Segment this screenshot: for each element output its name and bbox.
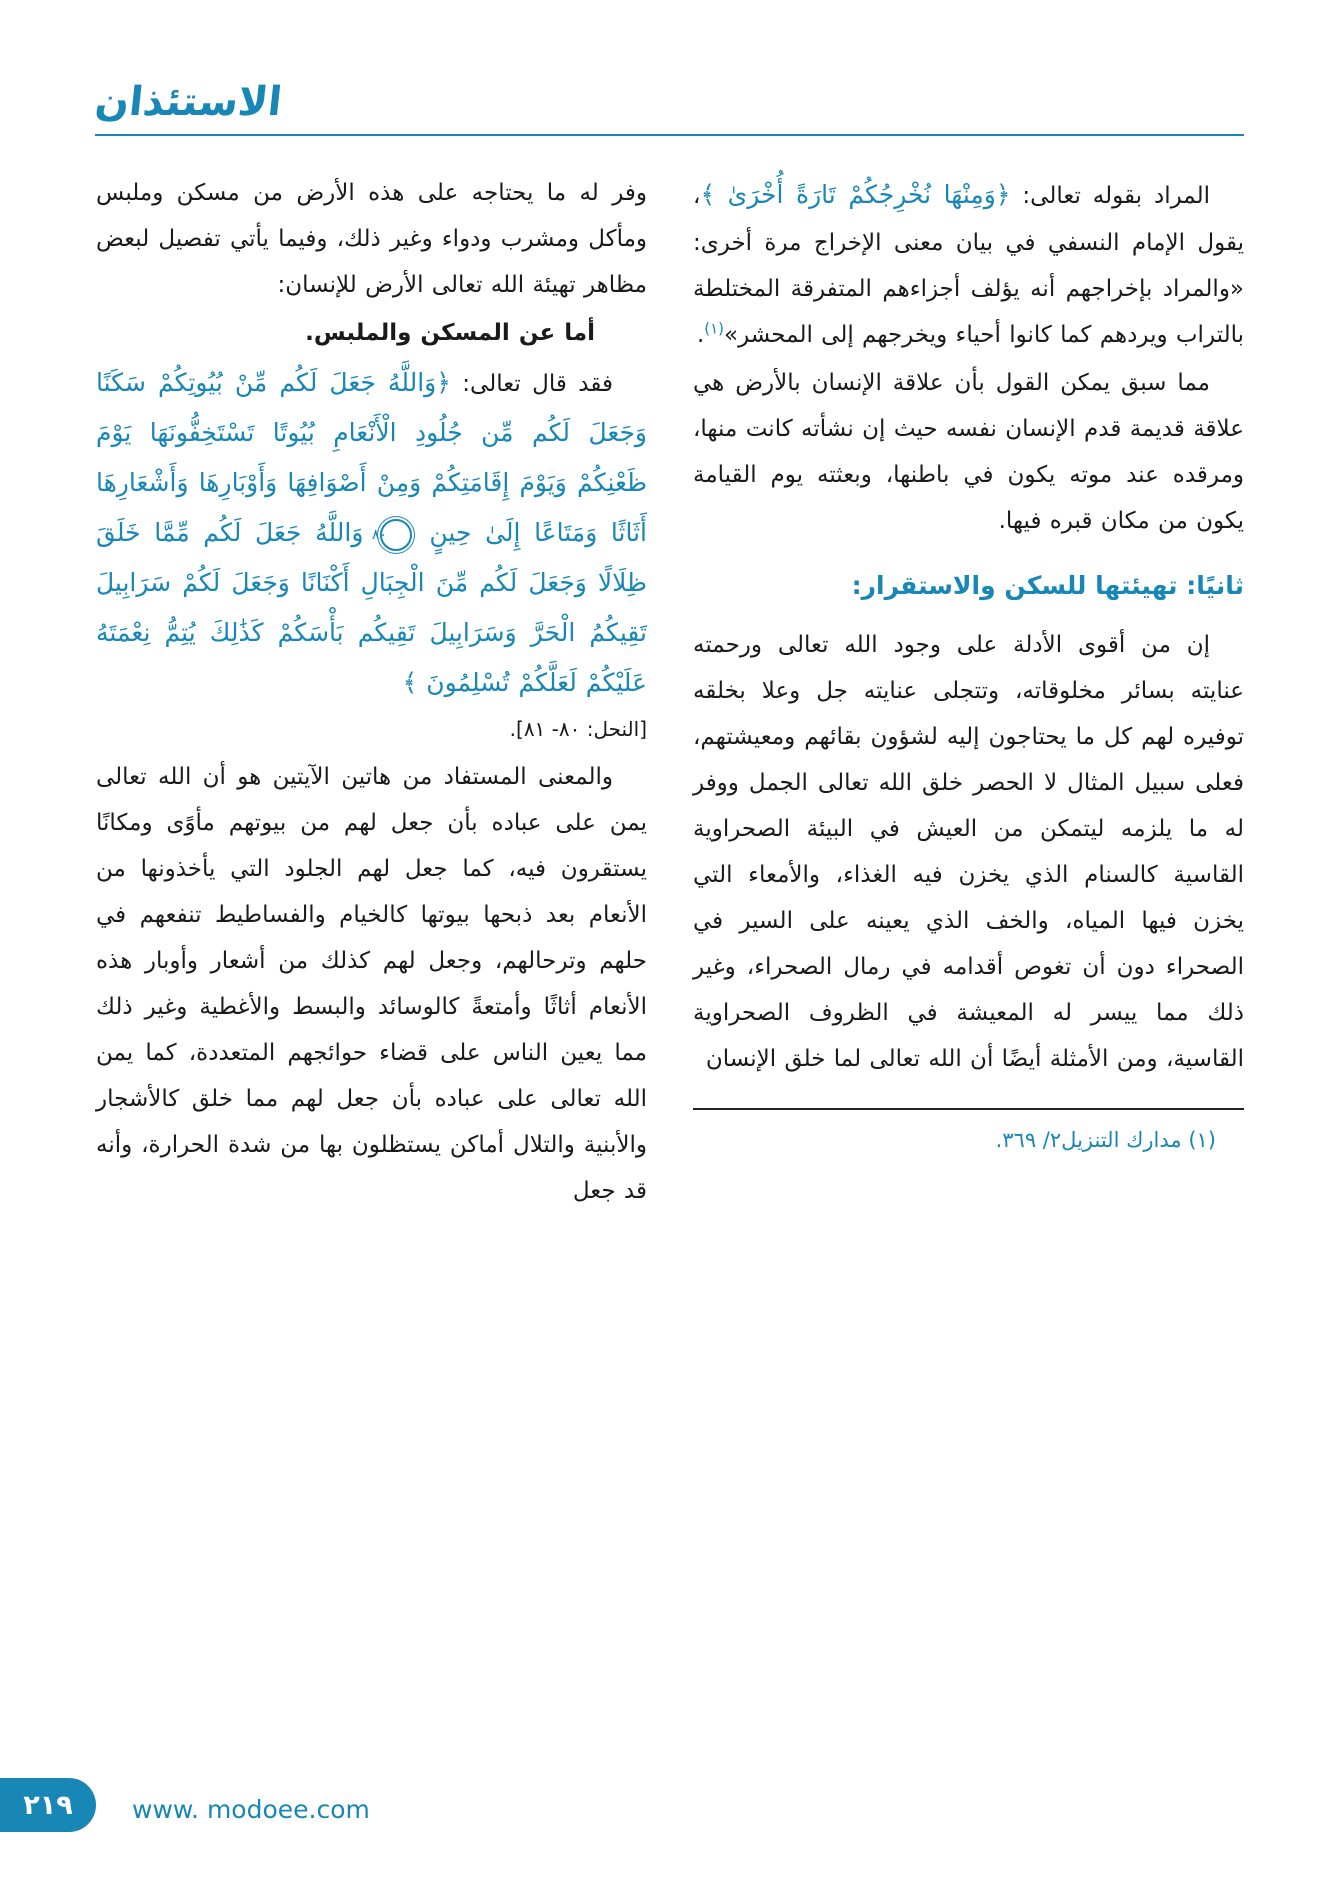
page-number: ٢١٩ <box>23 1789 73 1821</box>
footnote-reference: (١) <box>704 319 725 338</box>
footnote-divider-rule <box>693 1108 1244 1110</box>
chapter-title-calligraphy: الاستئذان <box>92 79 285 125</box>
paragraph-text: ، يقول الإمام النسفي في بيان معنى الإخراج مرة أخرى: «والمراد بإخراجهم أنه يؤلف أجزاءهم المتفرقة المختلطة بالتراب ويردهم كما كانوا أحياء ويخرجهم إلى المحشر» <box>693 183 1244 348</box>
right-column <box>693 170 1244 1214</box>
ayah-number-marker <box>371 519 412 551</box>
page-header <box>0 0 1339 136</box>
paragraph: والمعنى المستفاد من هاتين الآيتين هو أن الله تعالى يمن على عباده بأن جعل لهم من بيوتهم مأوًى ومكانًا يستقرون فيه، كما جعل لهم الجلود التي يأخذونها من الأنعام بعد ذبحها بيوتها كالخيام والفساطيط تنفعهم في حلهم وترحالهم، وجعل لهم كذلك من أشعار وأوبار هذه الأنعام أثاثًا وأمتعةً كالوسائد والبسط والأغطية وغير ذلك مما يعين الناس على قضاء حوائجهم المتعددة، كما يمن الله تعالى على عباده بأن جعل لهم مما خلق كالأشجار والأبنية والتلال أماكن يستظلون بها من شدة الحرارة، وأنه قد جعل <box>96 764 647 1204</box>
quran-verse-block-part2: وَاللَّهُ جَعَلَ لَكُم مِّمَّا خَلَقَ ظِلَالًا وَجَعَلَ لَكُم مِّنَ الْجِبَالِ أَكْنَانًا وَجَعَلَ لَكُمْ سَرَابِيلَ تَقِيكُمُ الْحَرَّ وَسَرَابِيلَ تَقِيكُم بَأْسَكُمْ كَذَٰلِكَ يُتِمُّ نِعْمَتَهُ عَلَيْكُمْ لَعَلَّكُمْ تُسْلِمُونَ ﴾ <box>96 518 647 697</box>
section-heading: ثانيًا: تهيئتها للسكن والاستقرار: <box>851 571 1244 600</box>
verse-reference: [النحل: ٨٠- ٨١]. <box>509 717 647 741</box>
footnote-text: (١) مدارك التنزيل٢/ ٣٦٩. <box>995 1128 1216 1152</box>
quran-verse-inline: ﴿وَمِنْهَا نُخْرِجُكُمْ تَارَةً أُخْرَىٰ ﴾ <box>700 180 1011 209</box>
page-number-badge <box>0 1778 96 1832</box>
paragraph: مما سبق يمكن القول بأن علاقة الإنسان بالأرض هي علاقة قديمة قدم الإنسان نفسه حيث إن نشأته كانت منها، ومرقده عند موته يكون في باطنها، وبعثته يوم القيامة يكون من مكان قبره فيها. <box>693 370 1244 534</box>
paragraph-bold: أما عن المسكن والملبس. <box>305 320 595 346</box>
website-url: www. modoee.com <box>132 1795 370 1824</box>
paragraph <box>693 170 1244 358</box>
page-content <box>0 136 1339 1214</box>
paragraph-text: المراد بقوله تعالى: <box>1010 183 1211 209</box>
quran-verse-block-part1: ﴿وَاللَّهُ جَعَلَ لَكُم مِّنْ بُيُوتِكُمْ سَكَنًا وَجَعَلَ لَكُم مِّن جُلُودِ الْأَنْعَامِ بُيُوتًا تَسْتَخِفُّونَهَا يَوْمَ ظَعْنِكُمْ وَيَوْمَ إِقَامَتِكُمْ وَمِنْ أَصْوَافِهَا وَأَوْبَارِهَا وَأَشْعَارِهَا أَثَاثًا وَمَتَاعًا إِلَىٰ حِينٍ <box>96 368 647 547</box>
paragraph: وفر له ما يحتاجه على هذه الأرض من مسكن وملبس ومأكل ومشرب ودواء وغير ذلك، وفيما يأتي تفصيل لبعض مظاهر تهيئة الله تعالى الأرض للإنسان: <box>96 180 647 298</box>
ayah-number: ٨٠ <box>371 526 387 543</box>
paragraph-text: فقد قال تعالى: <box>450 371 613 397</box>
footnote-area <box>693 1108 1244 1160</box>
paragraph: إن من أقوى الأدلة على وجود الله تعالى ورحمته عنايته بسائر مخلوقاته، وتتجلى عنايته جل وعلا بخلقه توفيره لهم كل ما يحتاجون إليه لشؤون بقائهم ومعيشتهم، فعلى سبيل المثال لا الحصر خلق الله تعالى الجمل ووفر له ما يلزمه ليتمكن من العيش في البيئة الصحراوية القاسية كالسنام الذي يخزن فيه الغذاء، والأمعاء التي يخزن فيها المياه، والخف الذي يعينه على السير في الصحراء دون أن تغوص أقدامه في رمال الصحراء، وغير ذلك مما ييسر له المعيشة في الظروف الصحراوية القاسية، ومن الأمثلة أيضًا أن الله تعالى لما خلق الإنسان <box>693 632 1244 1072</box>
paragraph-text: . <box>696 322 705 348</box>
left-column <box>96 170 647 1214</box>
paragraph <box>96 358 647 708</box>
